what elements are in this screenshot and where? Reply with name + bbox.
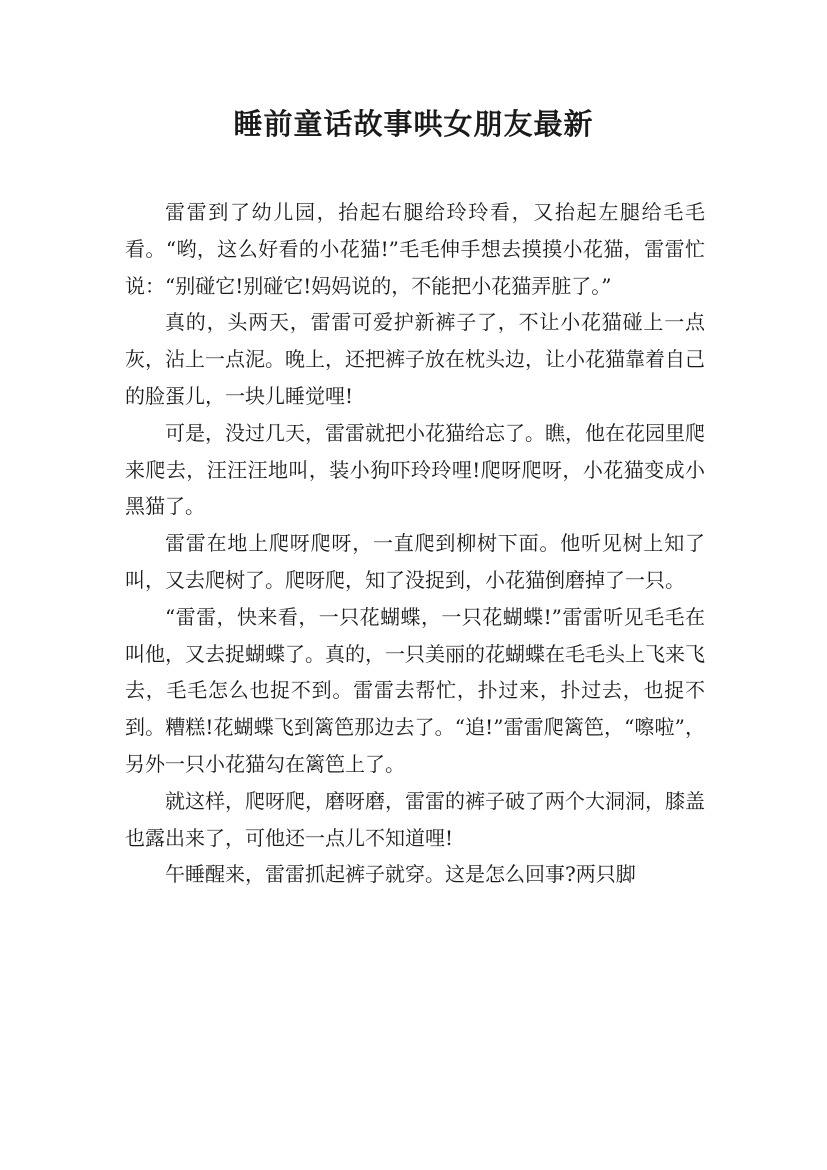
paragraph: 雷雷在地上爬呀爬呀，一直爬到柳树下面。他听见树上知了叫，又去爬树了。爬呀爬，知了没捉到，小花猫倒磨掉了一只。 xyxy=(125,531,705,592)
paragraph: 午睡醒来，雷雷抓起裤子就穿。这是怎么回事?两只脚 xyxy=(165,862,636,887)
paragraph: 真的，头两天，雷雷可爱护新裤子了，不让小花猫碰上一点灰，沾上一点泥。晚上，还把裤子放在枕头边，让小花猫靠着自己的脸蛋儿，一块儿睡觉哩! xyxy=(125,310,705,408)
document-body xyxy=(125,194,705,893)
paragraph: 可是，没过几天，雷雷就把小花猫给忘了。瞧，他在花园里爬来爬去，汪汪汪地叫，装小狗吓玲玲哩!爬呀爬呀，小花猫变成小黑猫了。 xyxy=(125,420,705,519)
paragraph: 就这样，爬呀爬，磨呀磨，雷雷的裤子破了两个大洞洞，膝盖也露出来了，可他还一点儿不知道哩! xyxy=(125,788,705,850)
paragraph: “雷雷，快来看，一只花蝴蝶，一只花蝴蝶!”雷雷听见毛毛在叫他，又去捉蝴蝶了。真的，一只美丽的花蝴蝶在毛毛头上飞来飞去，毛毛怎么也捉不到。雷雷去帮忙，扑过来，扑过去，也捉不到。糟糕!花蝴蝶飞到篱笆那边去了。“追!”雷雷爬篱笆，“嚓啦”，另外一只小花猫勾在篱笆上了。 xyxy=(125,604,705,776)
paragraph: 雷雷到了幼儿园，抬起右腿给玲玲看，又抬起左腿给毛毛看。“哟，这么好看的小花猫!”毛毛伸手想去摸摸小花猫，雷雷忙说：“别碰它!别碰它!妈妈说的，不能把小花猫弄脏了。” xyxy=(125,200,705,298)
document-title: 睡前童话故事哄女朋友最新 xyxy=(233,107,594,141)
